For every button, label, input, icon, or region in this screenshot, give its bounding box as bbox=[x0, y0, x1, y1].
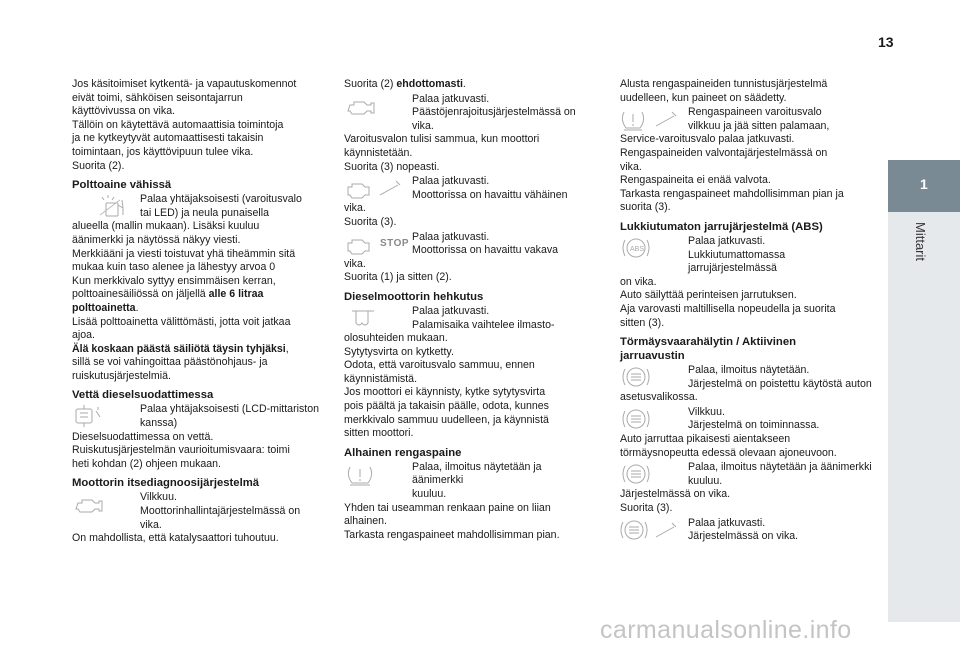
page-number: 13 bbox=[878, 34, 894, 50]
text-line: Service-varoitusvalo palaa jatkuvasti. bbox=[620, 133, 795, 146]
text-line: vika. bbox=[344, 257, 366, 270]
text-line: alhainen. bbox=[344, 515, 388, 528]
text-line: Jos moottori ei käynnisty, kytke sytytysvirta bbox=[344, 386, 546, 399]
text-line: Yhden tai useamman renkaan paine on liian bbox=[344, 501, 551, 514]
chapter-label: Mittarit bbox=[913, 222, 928, 261]
text-line: Tarkasta rengaspaineet mahdollisimman pian. bbox=[344, 528, 560, 541]
text-line: olosuhteiden mukaan. bbox=[344, 332, 448, 345]
chapter-number: 1 bbox=[920, 176, 928, 192]
warning-item bbox=[620, 406, 876, 433]
tyre-pressure-icon bbox=[620, 106, 686, 132]
text-line: Järjestelmä on toiminnassa. bbox=[688, 419, 820, 432]
preheat-icon bbox=[344, 305, 410, 331]
text-line: Palaa jatkuvasti. bbox=[688, 234, 766, 247]
diesel-filter-icon bbox=[72, 403, 138, 429]
text-line: polttoainetta. bbox=[72, 301, 139, 314]
text-line: Moottorissa on havaittu vähäinen bbox=[412, 188, 568, 201]
text-line: Palamisaika vaihtelee ilmasto- bbox=[412, 318, 555, 331]
section-heading-fuel: Polttoaine vähissä bbox=[72, 179, 172, 192]
text-line: Palaa jatkuvasti. bbox=[688, 516, 766, 529]
text-line: Rengaspaineiden valvontajärjestelmässä on bbox=[620, 146, 828, 159]
section-heading-self-diagnosis: Moottorin itsediagnoosijärjestelmä bbox=[72, 477, 260, 490]
text-line: vika. bbox=[344, 202, 366, 215]
abs-icon bbox=[620, 235, 686, 261]
text-line: Rengaspaineen varoitusvalo bbox=[688, 106, 822, 119]
text-line: Suorita (2). bbox=[72, 159, 125, 172]
warning-item bbox=[344, 305, 594, 332]
text-line: Suorita (1) ja sitten (2). bbox=[344, 271, 452, 284]
chapter-tab[interactable] bbox=[888, 160, 960, 212]
text-line: Järjestelmä on poistettu käytöstä auton bbox=[688, 377, 872, 390]
warning-item bbox=[344, 461, 594, 502]
text-line: sillä se voi vahingoittaa päästönohjaus- ja bbox=[72, 356, 268, 369]
engine-icon bbox=[72, 491, 138, 517]
warning-item bbox=[344, 93, 594, 134]
text-line: käynnistämistä. bbox=[344, 372, 418, 385]
text-line: uudelleen, kun paineet on säädetty. bbox=[620, 91, 787, 104]
text-line: Jos käsitoimiset kytkentä- ja vapautuskomennot bbox=[72, 78, 297, 90]
text-line: käynnistetään. bbox=[344, 146, 413, 159]
column-2 bbox=[344, 78, 594, 542]
section-heading-tyre-pressure: Alhainen rengaspaine bbox=[344, 446, 462, 459]
section-heading-abs: Lukkiutumaton jarrujärjestelmä (ABS) bbox=[620, 220, 823, 233]
text-line: Dieselsuodattimessa on vettä. bbox=[72, 430, 214, 443]
warning-item bbox=[620, 364, 876, 391]
text-line: sitten moottori. bbox=[344, 427, 414, 440]
text-line: Varoitusvalon tulisi sammua, kun moottori bbox=[344, 133, 540, 146]
section-heading-diesel-filter: Vettä dieselsuodattimessa bbox=[72, 389, 214, 402]
svg-text:ABS: ABS bbox=[630, 245, 645, 253]
text-line: merkkivalo sammuu uudelleen, ja käynnistä bbox=[344, 413, 549, 426]
text-line: Palaa yhtäjaksoisesti (varoitusvalo bbox=[140, 193, 302, 206]
text-line: On mahdollista, että katalysaattori tuhoutuu. bbox=[72, 532, 279, 545]
engine-icon bbox=[344, 93, 410, 119]
text-line: Vilkkuu. bbox=[688, 405, 725, 418]
text-line: tai LED) ja neula punaisella bbox=[140, 206, 269, 219]
text-line: käyttövivussa on vika. bbox=[72, 105, 176, 118]
text-line: heti kohdan (2) ohjeen mukaan. bbox=[72, 457, 222, 470]
text-line: Tarkasta rengaspaineet mahdollisimman pian ja bbox=[620, 187, 844, 200]
text-line: asetusvalikossa. bbox=[620, 391, 698, 404]
text-line: Suorita (3) nopeasti. bbox=[344, 160, 440, 173]
collision-icon bbox=[620, 406, 686, 432]
text-line: Järjestelmässä on vika. bbox=[688, 530, 799, 543]
text-line: Palaa, ilmoitus näytetään ja äänimerkki bbox=[412, 460, 542, 487]
text-line: mukaa kuin taso alenee ja lähestyy arvoa 0 bbox=[72, 261, 276, 274]
text-line: Suorita (2) ehdottomasti. bbox=[344, 78, 466, 90]
text-line: Järjestelmässä on vika. bbox=[620, 488, 731, 501]
text-line: Suorita (3). bbox=[620, 502, 673, 515]
text-line: sitten (3). bbox=[620, 316, 665, 329]
text-line: alueella (mallin mukaan). Lisäksi kuuluu bbox=[72, 220, 260, 233]
warning-item bbox=[344, 175, 594, 202]
section-heading-collision: Törmäysvaarahälytin / Aktiivinen jarruavustin bbox=[620, 336, 797, 363]
text-line: ruiskutusjärjestelmiä. bbox=[72, 369, 171, 382]
column-1 bbox=[72, 78, 322, 546]
text-line: vika. bbox=[620, 160, 642, 173]
text-line: toimintaan, jos käyttövipuun tulee vika. bbox=[72, 145, 254, 158]
text-line: Lisää polttoainetta välittömästi, jotta voit jatkaa bbox=[72, 315, 291, 328]
warning-item bbox=[72, 403, 322, 430]
text-line: Palaa jatkuvasti. bbox=[412, 92, 490, 105]
stop-label: STOP bbox=[380, 237, 410, 249]
warning-item bbox=[72, 491, 322, 532]
collision-icon bbox=[620, 517, 686, 543]
text-line: suorita (3). bbox=[620, 201, 671, 214]
wrench-icon bbox=[344, 175, 410, 201]
text-line: Tällöin on käytettävä automaattisia toimintoja bbox=[72, 118, 284, 131]
text-line: kanssa) bbox=[140, 417, 178, 430]
stop-icon bbox=[344, 231, 410, 257]
text-line: pois päältä ja takaisin päälle, odota, kunnes bbox=[344, 400, 549, 413]
text-line: Sytytysvirta on kytketty. bbox=[344, 345, 454, 358]
tyre-pressure-icon bbox=[344, 461, 410, 487]
text-line: Palaa yhtäjaksoisesti (LCD-mittariston bbox=[140, 403, 319, 416]
warning-item bbox=[620, 517, 876, 544]
column-3 bbox=[620, 78, 876, 544]
text-line: vilkkuu ja jää sitten palamaan, bbox=[688, 119, 830, 132]
text-line: Vilkkuu. bbox=[140, 491, 177, 504]
warning-item bbox=[620, 106, 876, 133]
text-line: Odota, että varoitusvalo sammuu, ennen bbox=[344, 359, 535, 372]
text-line: on vika. bbox=[620, 275, 657, 288]
text-line: Auto jarruttaa pikaisesti aientakseen bbox=[620, 433, 791, 446]
collision-icon bbox=[620, 364, 686, 390]
fuel-icon bbox=[72, 193, 138, 219]
text-line: Merkkiääni ja viesti toistuvat yhä tiheämmin sitä bbox=[72, 247, 296, 260]
text-line: Palaa jatkuvasti. bbox=[412, 304, 490, 317]
text-line: Moottorissa on havaittu vakava bbox=[412, 244, 559, 257]
text-line: polttoainesäiliössä on jäljellä alle 6 litraa bbox=[72, 288, 264, 301]
text-line: Palaa, ilmoitus näytetään ja äänimerkki bbox=[688, 461, 872, 474]
warning-item bbox=[344, 231, 594, 258]
text-line: Alusta rengaspaineiden tunnistusjärjestelmä bbox=[620, 78, 828, 90]
text-line: Lukkiutumattomassa jarrujärjestelmässä bbox=[688, 248, 786, 275]
text-line: Aja varovasti maltillisella nopeudella ja suorita bbox=[620, 302, 836, 315]
text-line: ajoa. bbox=[72, 329, 95, 342]
text-line: kuuluu. bbox=[412, 488, 447, 501]
warning-item bbox=[620, 461, 876, 488]
text-line: Auto säilyttää perinteisen jarrutuksen. bbox=[620, 289, 797, 302]
text-line: Kun merkkivalo syttyy ensimmäisen kerran, bbox=[72, 274, 276, 287]
text-line: äänimerkki ja näytössä näkyy viesti. bbox=[72, 233, 241, 246]
text-line: Palaa, ilmoitus näytetään. bbox=[688, 364, 810, 377]
watermark: carmanualsonline.info bbox=[600, 616, 852, 644]
warning-item bbox=[72, 193, 322, 220]
text-line: eivät toimi, sähköisen seisontajarrun bbox=[72, 91, 243, 104]
text-line: törmäysnopeutta edessä olevaan ajoneuvoon. bbox=[620, 446, 837, 459]
text-line: Palaa jatkuvasti. bbox=[412, 230, 490, 243]
text-line: Ruiskutusjärjestelmän vaurioitumisvaara: toimi bbox=[72, 444, 290, 457]
text-line: Suorita (3). bbox=[344, 215, 397, 228]
section-heading-preheat: Dieselmoottorin hehkutus bbox=[344, 290, 484, 303]
text-line: Älä koskaan päästä säiliötä täysin tyhjäksi, bbox=[72, 342, 289, 355]
text-line: Palaa jatkuvasti. bbox=[412, 175, 490, 188]
text-line: kuuluu. bbox=[688, 474, 723, 487]
warning-item bbox=[620, 235, 876, 276]
collision-icon bbox=[620, 461, 686, 487]
text-line: Päästöjenrajoitusjärjestelmässä on vika. bbox=[412, 106, 576, 132]
text-line: Rengaspaineita ei enää valvota. bbox=[620, 174, 771, 187]
chapter-label-bar bbox=[888, 212, 960, 622]
text-line: Moottorinhallintajärjestelmässä on vika. bbox=[140, 505, 301, 531]
text-line: ja ne kytkeytyvät automaattisesti takaisin bbox=[72, 132, 264, 145]
